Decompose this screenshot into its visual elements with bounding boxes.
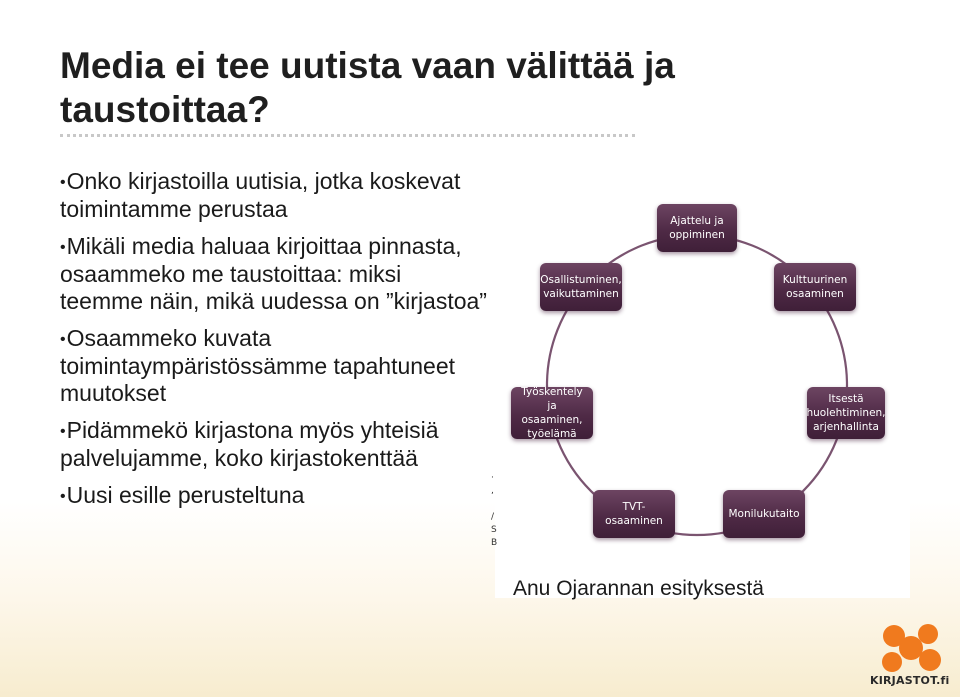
node-monilukutaito: Monilukutaito bbox=[723, 490, 805, 538]
bullet-item: •Onko kirjastoilla uutisia, jotka koskevat toimintamme perustaa bbox=[60, 168, 461, 222]
node-itsesta: Itsestä huolehtiminen, arjenhallinta bbox=[807, 387, 885, 439]
kirjastot-logo-text: KIRJASTOT.fi bbox=[870, 674, 950, 687]
cropped-text-fragments: · , / S B bbox=[491, 473, 498, 548]
diagram-caption: Anu Ojarannan esityksestä bbox=[513, 577, 764, 600]
bullet-item: •Pidämmekö kirjastona myös yhteisiä palvelujamme, koko kirjastokenttää bbox=[60, 417, 439, 471]
bullet-list bbox=[60, 168, 490, 520]
title-divider bbox=[60, 134, 635, 137]
node-osallistuminen: Osallistuminen, vaikuttaminen bbox=[540, 263, 622, 311]
node-tyoskentely: Työskentely ja osaaminen, työelämä bbox=[511, 387, 593, 439]
node-kulttuurinen: Kulttuurinen osaaminen bbox=[774, 263, 856, 311]
slide-title: Media ei tee uutista vaan välittää ja taustoittaa? bbox=[60, 45, 675, 130]
node-ajattelu: Ajattelu ja oppiminen bbox=[657, 204, 737, 252]
node-tvt: TVT-osaaminen bbox=[593, 490, 675, 538]
bullet-item: •Mikäli media haluaa kirjoittaa pinnasta, osaammeko me taustoittaa: miksi teemme näin, mikä uudessa on ”kirjastoa” bbox=[60, 233, 487, 314]
bullet-item: •Uusi esille perusteltuna bbox=[60, 482, 305, 508]
bullet-item: •Osaammeko kuvata toimintaympäristössämme tapahtuneet muutokset bbox=[60, 325, 456, 406]
